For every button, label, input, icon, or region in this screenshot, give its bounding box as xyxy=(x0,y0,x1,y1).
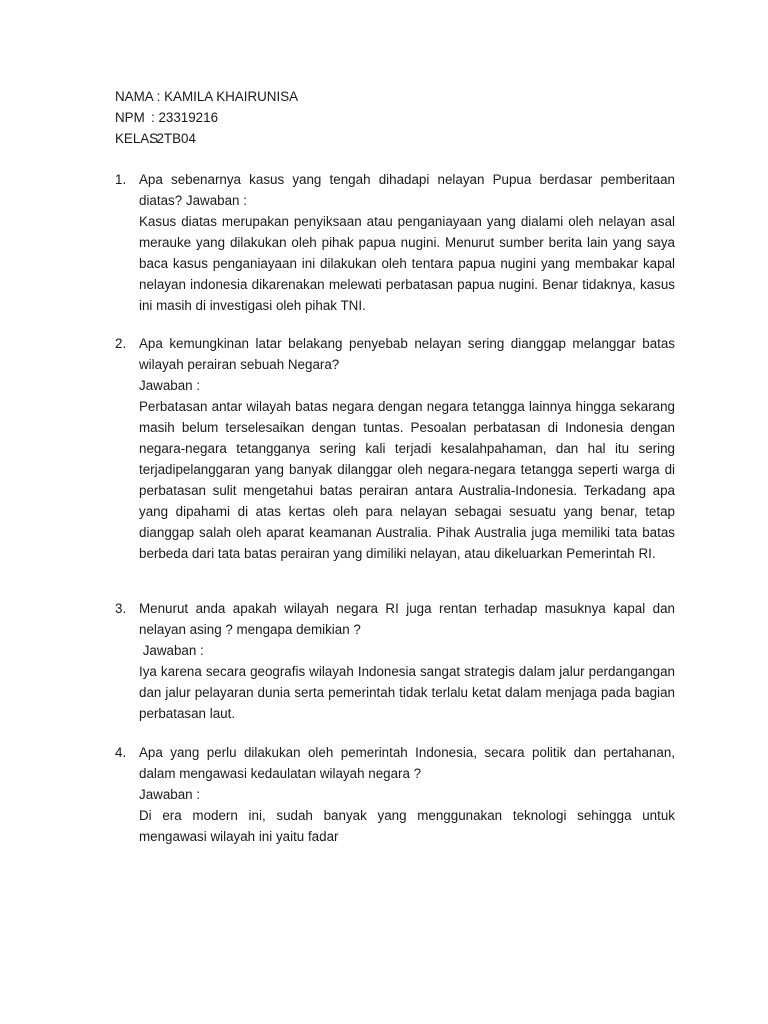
answer-text: Kasus diatas merupakan penyiksaan atau penganiayaan yang dialami oleh nelayan asal merauke yang dilakukan oleh pihak papua nugini. Menurut sumber berita lain yang saya baca kasus penganiayaan ini dilakukan oleh tentara papua nugini yang membakar kapal nelayan indonesia dikarenakan melewati perbatasan papua nugini. Benar tidaknya, kasus ini masih di investigasi oleh pihak TNI. xyxy=(139,214,675,313)
answer-text: Di era modern ini, sudah banyak yang menggunakan teknologi sehingga untuk mengawasi wilayah ini yaitu fadar xyxy=(139,808,675,844)
question-text: Apa yang perlu dilakukan oleh pemerintah Indonesia, secara politik dan pertahanan, dalam mengawasi kedaulatan wilayah negara ? xyxy=(139,745,675,781)
answer-text: Iya karena secara geografis wilayah Indonesia sangat strategis dalam jalur perdangangan dan jalur pelayaran dunia serta pemerintah tidak terlalu ketat dalam menjaga pada bagian perbatasan laut. xyxy=(139,664,675,721)
question-number: 2. xyxy=(115,336,127,351)
answer-text: Perbatasan antar wilayah batas negara dengan negara tetangga lainnya hingga sekarang masih belum terselesaikan dengan tuntas. Pesoalan perbatasan di Indonesia dengan negara-negara tetangganya sering kali terjadi kesalahpahaman, dan hal itu sering terjadipelanggaran yang banyak dilanggar oleh negara-negara tetangga seperti warga di perbatasan sulit mengetahui batas perairan antara Australia-Indonesia. Terkadang apa yang dipahami di atas kertas oleh para nelayan sebagai sesuatu yang benar, tetap dianggap salah oleh aparat keamanan Australia. Pihak Australia juga memiliki tata batas berbeda dari tata batas perairan yang dimiliki nelayan, atau dikeluarkan Pemerintah RI. xyxy=(139,399,675,561)
question-number: 1. xyxy=(115,172,127,187)
question-item-4 xyxy=(115,742,675,847)
kelas-value: : 2TB04 xyxy=(149,131,196,146)
npm-label: NPM xyxy=(115,110,145,125)
question-item-3 xyxy=(115,598,675,724)
question-item-2 xyxy=(115,333,675,564)
answer-label: Jawaban : xyxy=(139,378,201,393)
question-text: Apa sebenarnya kasus yang tengah dihadapi nelayan Pupua berdasar pemberitaan diatas? Jawaban : xyxy=(139,172,675,208)
name-line: NAMA : KAMILA KHAIRUNISA xyxy=(115,89,299,104)
question-text: Apa kemungkinan latar belakang penyebab nelayan sering dianggap melanggar batas wilayah perairan sebuah Negara? xyxy=(139,336,675,372)
question-item-1 xyxy=(115,169,675,316)
question-number: 3. xyxy=(115,601,127,616)
answer-label: Jawaban : xyxy=(139,787,201,802)
question-text: Menurut anda apakah wilayah negara RI juga rentan terhadap masuknya kapal dan nelayan asing ? mengapa demikian ? xyxy=(139,601,675,637)
question-number: 4. xyxy=(115,745,127,760)
npm-value: : 23319216 xyxy=(151,110,219,125)
answer-label: Jawaban : xyxy=(139,643,204,658)
kelas-label: KELAS xyxy=(115,131,159,146)
npm-line xyxy=(115,107,298,128)
student-info xyxy=(115,86,298,149)
kelas-line xyxy=(115,128,298,149)
